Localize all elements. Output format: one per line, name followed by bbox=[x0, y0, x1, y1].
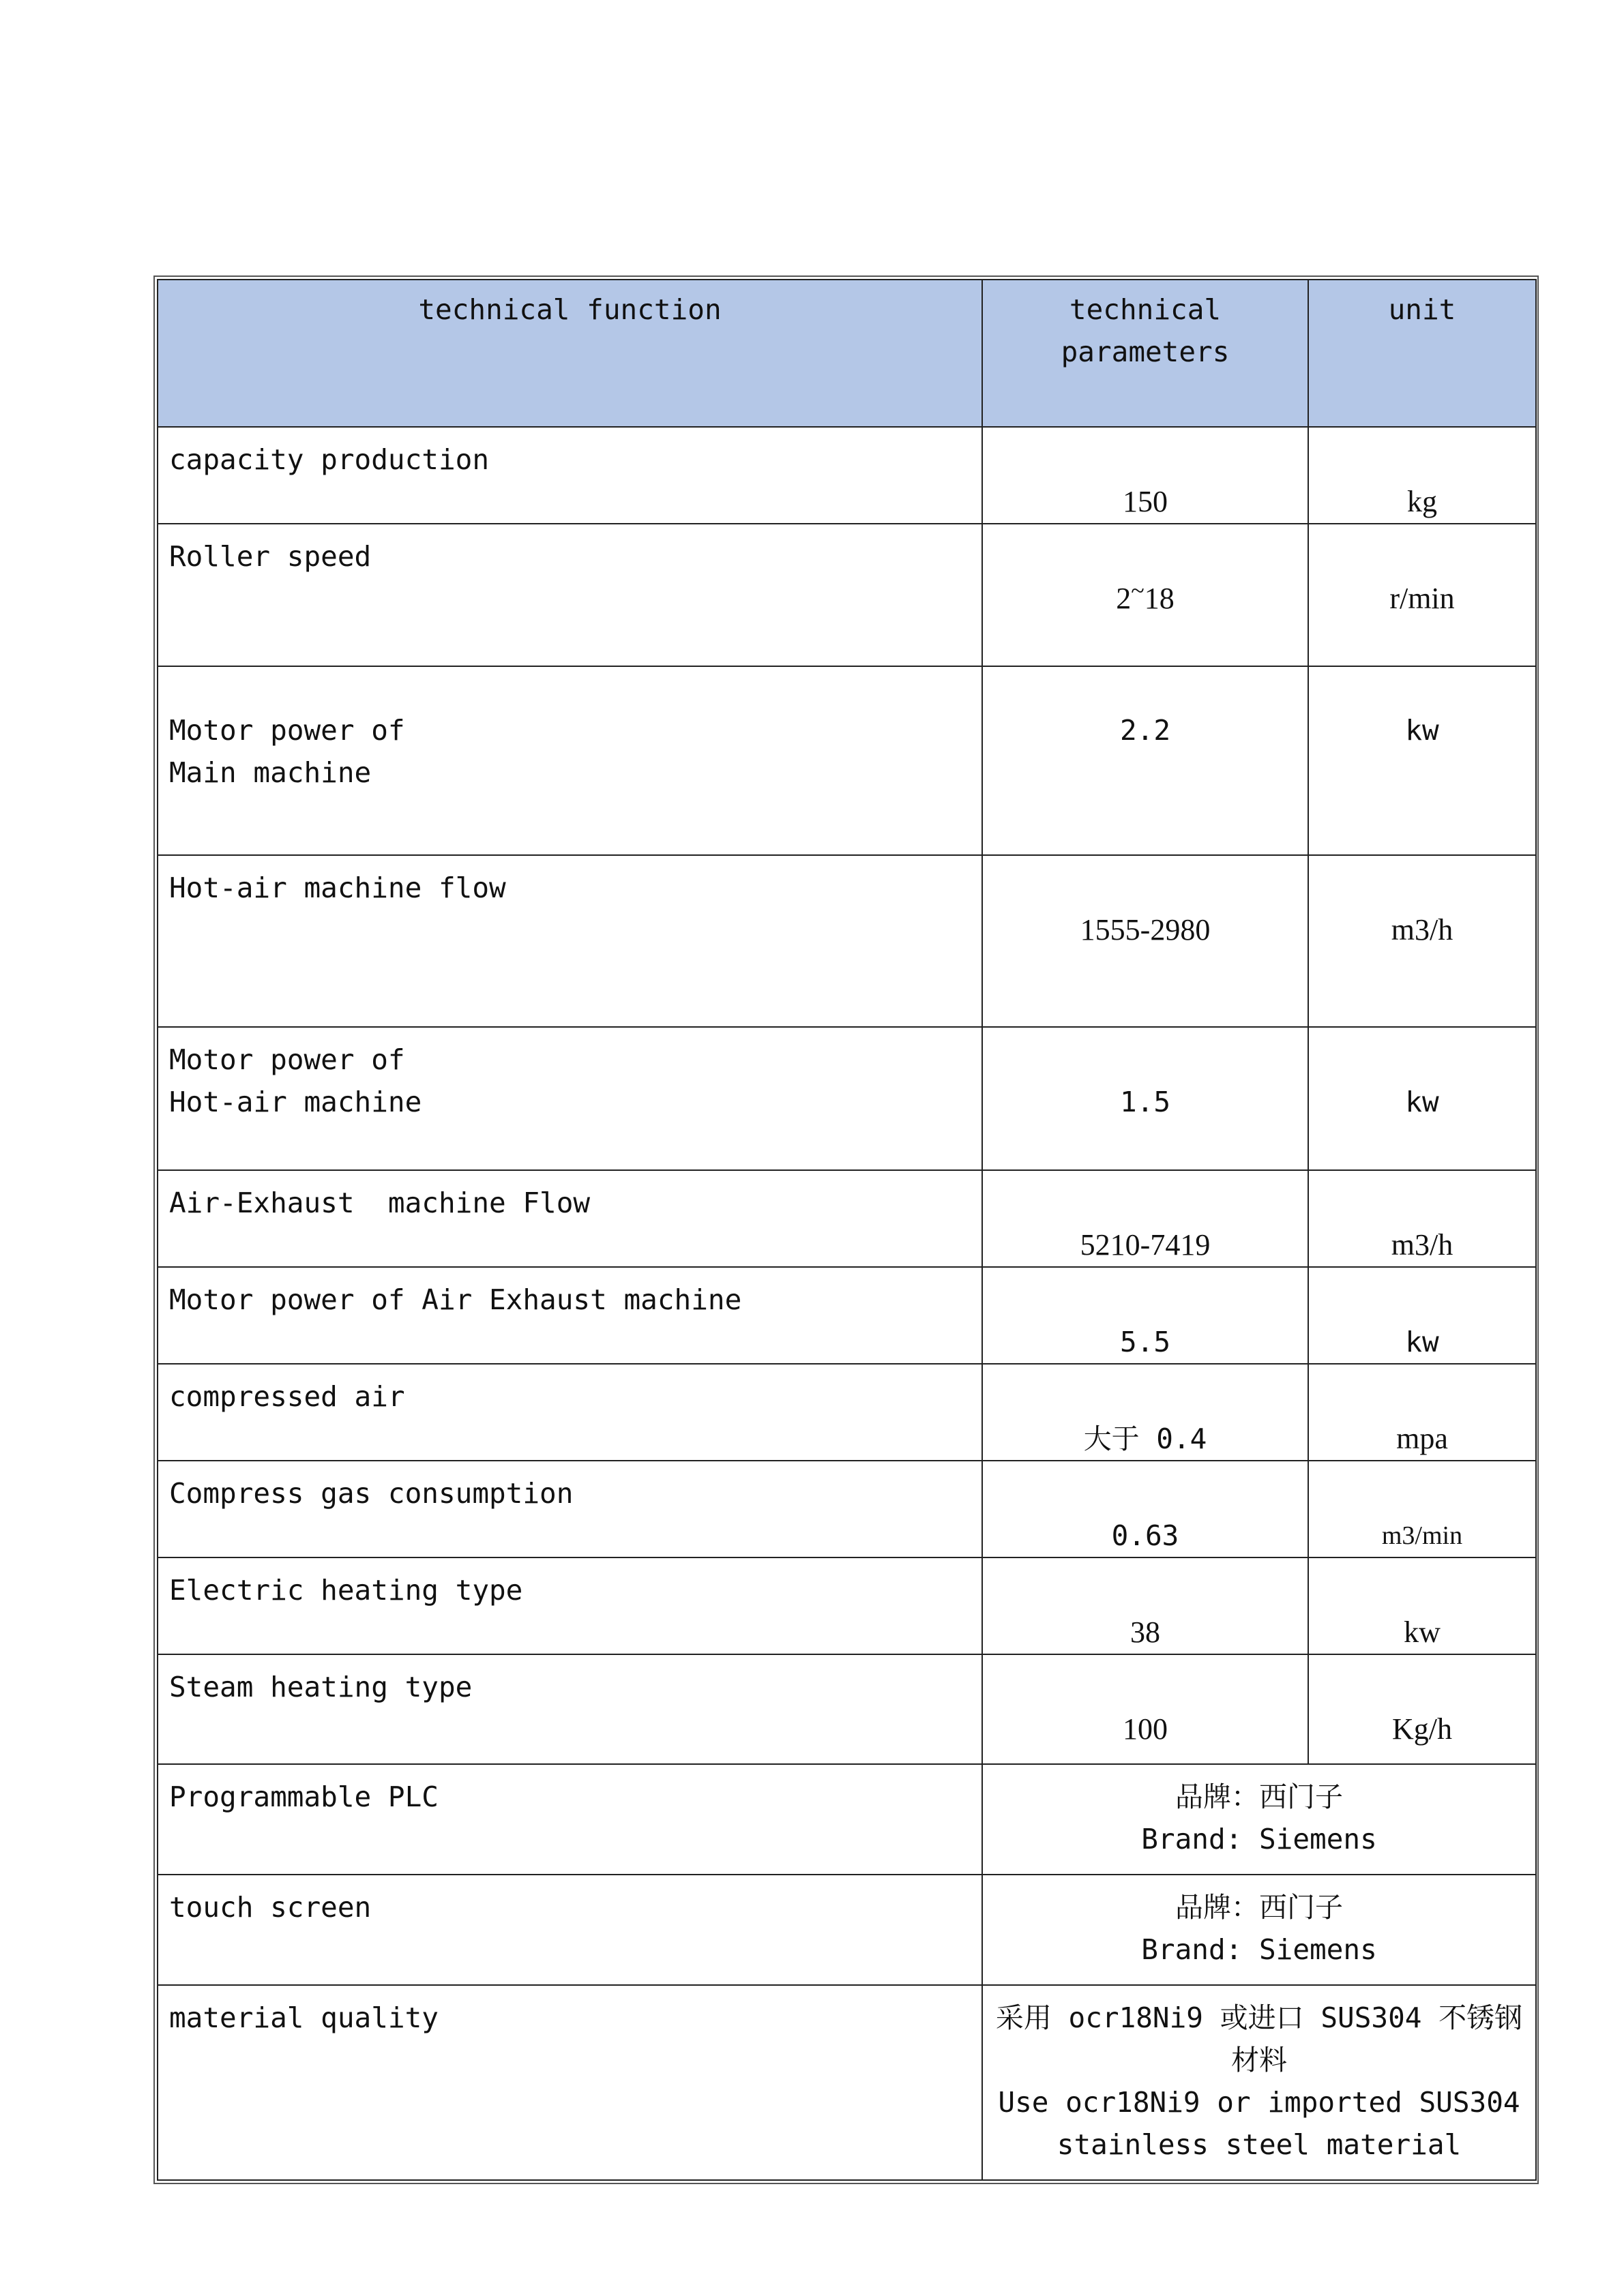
row-label: touch screen bbox=[158, 1875, 982, 1985]
row-label-line2: Hot-air machine bbox=[169, 1086, 422, 1118]
row-label: Roller speed bbox=[158, 524, 982, 666]
row-unit: mpa bbox=[1308, 1364, 1536, 1461]
table-row bbox=[158, 1985, 1536, 2180]
row-merged-value bbox=[982, 1764, 1536, 1875]
header-parameters-line2: parameters bbox=[1061, 336, 1230, 368]
row-label: Electric heating type bbox=[158, 1557, 982, 1654]
roller-speed-min: 2 bbox=[1116, 582, 1132, 615]
row-value: 0.63 bbox=[982, 1461, 1308, 1557]
row-unit: Kg/h bbox=[1308, 1654, 1536, 1764]
row-value: 150 bbox=[982, 427, 1308, 524]
row-unit: kw bbox=[1308, 666, 1536, 855]
header-unit: unit bbox=[1308, 280, 1536, 427]
row-label-line2: Main machine bbox=[169, 756, 372, 789]
table-row bbox=[158, 524, 1536, 666]
table-row bbox=[158, 1170, 1536, 1267]
row-unit: m3/h bbox=[1308, 1170, 1536, 1267]
row-label bbox=[158, 1027, 982, 1170]
row-value bbox=[982, 524, 1308, 666]
table-row bbox=[158, 1267, 1536, 1364]
row-label: Steam heating type bbox=[158, 1654, 982, 1764]
roller-speed-max: 18 bbox=[1144, 582, 1175, 615]
row-value: 100 bbox=[982, 1654, 1308, 1764]
row-merged-value bbox=[982, 1985, 1536, 2180]
header-parameters-line1: technical bbox=[1069, 293, 1222, 326]
row-label: capacity production bbox=[158, 427, 982, 524]
table-row bbox=[158, 1461, 1536, 1557]
material-chinese-line1: 采用 ocr18Ni9 或进口 SUS304 不锈钢 bbox=[995, 2001, 1523, 2034]
table-row bbox=[158, 1875, 1536, 1985]
technical-spec-table bbox=[157, 279, 1537, 2181]
brand-english: Brand: Siemens bbox=[1141, 1823, 1377, 1855]
row-value: 5210-7419 bbox=[982, 1170, 1308, 1267]
row-label: Air-Exhaust machine Flow bbox=[158, 1170, 982, 1267]
material-english-line1: Use ocr18Ni9 or imported SUS304 bbox=[998, 2086, 1520, 2119]
row-label bbox=[158, 666, 982, 855]
spec-table-frame bbox=[153, 275, 1539, 2184]
row-value: 38 bbox=[982, 1557, 1308, 1654]
row-value: 2.2 bbox=[982, 666, 1308, 855]
row-label-line1: Motor power of bbox=[169, 714, 405, 747]
row-label: material quality bbox=[158, 1985, 982, 2180]
brand-chinese: 品牌：西门子 bbox=[1175, 1780, 1343, 1813]
roller-speed-tilde: ~ bbox=[1131, 577, 1145, 604]
row-value: 5.5 bbox=[982, 1267, 1308, 1364]
table-row bbox=[158, 1557, 1536, 1654]
table-row bbox=[158, 1764, 1536, 1875]
table-header-row bbox=[158, 280, 1536, 427]
row-merged-value bbox=[982, 1875, 1536, 1985]
row-unit: kw bbox=[1308, 1267, 1536, 1364]
row-label: Compress gas consumption bbox=[158, 1461, 982, 1557]
material-english-line2: stainless steel material bbox=[1057, 2128, 1462, 2161]
row-value: 大于 0.4 bbox=[982, 1364, 1308, 1461]
row-label-line1: Motor power of bbox=[169, 1043, 405, 1076]
row-unit: kg bbox=[1308, 427, 1536, 524]
table-row bbox=[158, 1027, 1536, 1170]
row-unit: m3/h bbox=[1308, 855, 1536, 1027]
row-label: Hot-air machine flow bbox=[158, 855, 982, 1027]
header-technical-parameters bbox=[982, 280, 1308, 427]
table-row bbox=[158, 1364, 1536, 1461]
table-row bbox=[158, 666, 1536, 855]
row-unit: m3/min bbox=[1308, 1461, 1536, 1557]
row-label: Motor power of Air Exhaust machine bbox=[158, 1267, 982, 1364]
row-unit: kw bbox=[1308, 1557, 1536, 1654]
row-label: Programmable PLC bbox=[158, 1764, 982, 1875]
row-unit: kw bbox=[1308, 1027, 1536, 1170]
table-row bbox=[158, 427, 1536, 524]
row-value: 1555-2980 bbox=[982, 855, 1308, 1027]
row-unit: r/min bbox=[1308, 524, 1536, 666]
row-label: compressed air bbox=[158, 1364, 982, 1461]
brand-english: Brand: Siemens bbox=[1141, 1933, 1377, 1966]
table-row bbox=[158, 1654, 1536, 1764]
header-technical-function: technical function bbox=[158, 280, 982, 427]
brand-chinese: 品牌：西门子 bbox=[1175, 1891, 1343, 1924]
table-row bbox=[158, 855, 1536, 1027]
row-value: 1.5 bbox=[982, 1027, 1308, 1170]
material-chinese-line2: 材料 bbox=[1231, 2044, 1287, 2076]
